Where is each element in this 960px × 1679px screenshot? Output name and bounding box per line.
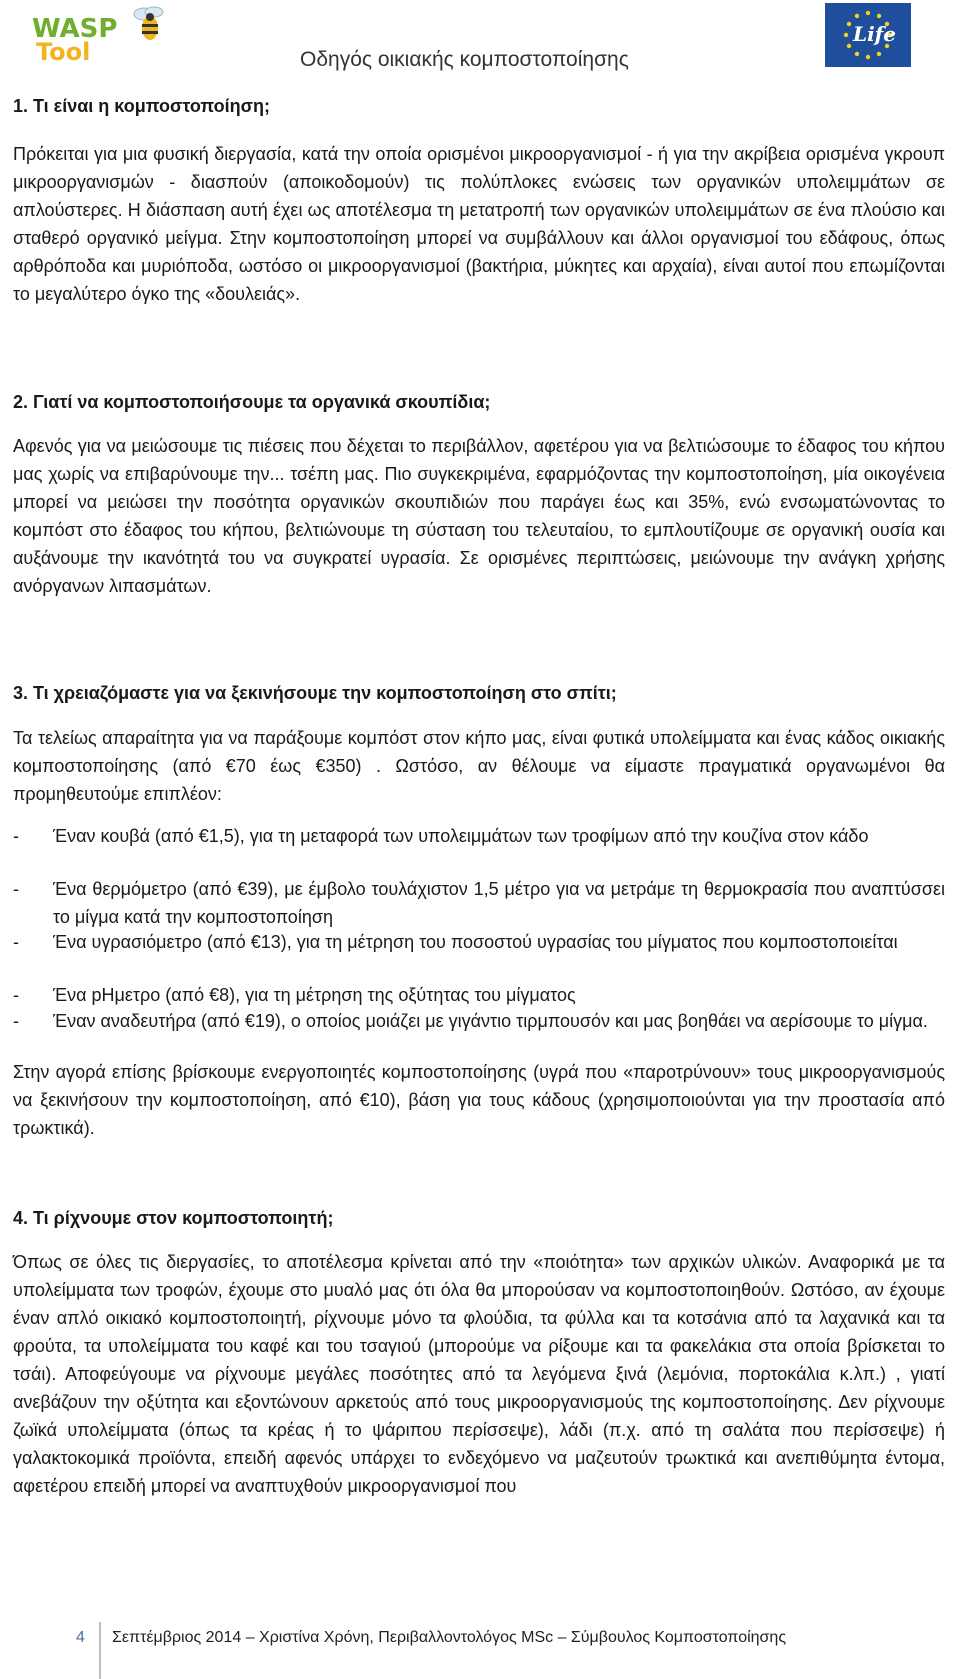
wasp-tool-logo [28, 4, 168, 66]
bullet-dash: - [13, 1011, 19, 1031]
section1-body: Πρόκειται για μια φυσική διεργασία, κατά την οποία ορισμένοι μικροοργανισμοί - ή για την ακρίβεια ορισμένα γκρουπ μικροοργανισμών - διασπούν (αποικοδομούν) τις πολύπλοκες ενώσεις των οργανικών υπολειμμάτων σε απλούστερες. Η διάσπαση αυτή έχει ως αποτέλεσμα τη μετατροπή των οργανικών υπολειμμάτων σε ένα πλούσιο και σταθερό οργανικό μείγμα. Στην κομποστοποίηση μπορεί να συμβάλλουν και άλλοι οργανισμοί του εδάφους, όπως αρθρόποδα και μυριόποδα, ωστόσο οι μικροοργανισμοί (βακτήρια, μύκητες και αρχαία), είναι αυτοί που επωμίζονται το μεγαλύτερο όγκο της «δουλειάς». [13, 144, 945, 304]
logo-wasp-text: WASP [32, 14, 118, 44]
bullet-dash: - [13, 985, 19, 1005]
eu-life-logo [825, 3, 911, 67]
bullet-text: Ένα υγρασιόμετρο (από €13), για τη μέτρηση του ποσοστού υγρασίας του μίγματος που κομποστοποιείται [53, 932, 898, 952]
bullet-dash: - [13, 879, 19, 899]
bullet-text: Ένα pHμετρο (από €8), για τη μέτρηση της οξύτητας του μίγματος [53, 985, 576, 1005]
bullet-dash: - [13, 932, 19, 952]
section3-outro: Στην αγορά επίσης βρίσκουμε ενεργοποιητές κομποστοποίησης (υγρά που «παροτρύνουν» τους μικροοργανισμούς να ξεκινήσουν την κομποστοποίηση, από €10), βάση για τους κάδους (χρησιμοποιούνται για την προστασία από τρωκτικά). [13, 1062, 945, 1138]
bullet-dash: - [13, 826, 19, 846]
section1-heading: 1. Τι είναι η κομποστοποίηση; [13, 96, 270, 116]
logo-life-text: Life [853, 22, 896, 46]
page-number: 4 [76, 1629, 85, 1646]
section4-heading: 4. Τι ρίχνουμε στον κομποστοποιητή; [13, 1208, 334, 1228]
section4-body: Όπως σε όλες τις διεργασίες, το αποτέλεσμα κρίνεται από την «ποιότητα» των αρχικών υλικών. Αναφορικά με τα υπολείμματα των τροφών, έχουμε στο μυαλό μας ότι όλα θα μπορούσαν να κομποστοποιηθούν. Ωστόσο, αν έχουμε έναν απλό οικιακό κομποστοποιητή, ρίχνουμε μόνο τα φλούδια, τα φύλλα και τα κοτσάνια από τα λαχανικά και τα φρούτα, τα υπολείμματα του καφέ και του τσαγιού (μπορούμε να ρίξουμε και τα φακελάκια στα οποία βρίσκεται το τσάι). Αποφεύγουμε να ρίχνουμε μεγάλες ποσότητες από τα λεγόμενα ξινά (λεμόνια, πορτοκάλια κ.λπ.) , γιατί ανεβάζουν την οξύτητα και εξοντώνουν αρκετούς από τους μικροοργανισμούς της κομποστοποίησης. Δεν ρίχνουμε ζωϊκά υπολείμματα (όπως τα κρέας ή το ψάριπου περίσσεψε), λάδι (π.χ. από τη σαλάτα που περίσσεψε) ή γαλακτοκομικά προϊόντα, επειδή αφενός υπάρχει το ενδεχόμενο να μαζευτούν τρωκτικά και ανεπιθύμητα έντομα, αφετέρου επειδή μπορεί να αναπτυχθούν μικροοργανισμοί που [13, 1252, 945, 1496]
section2-heading: 2. Γιατί να κομποστοποιήσουμε τα οργανικά σκουπίδια; [13, 392, 491, 412]
bullet-text: Έναν κουβά (από €1,5), για τη μεταφορά των υπολειμμάτων των τροφίμων από την κουζίνα στον κάδο [53, 826, 869, 846]
section3-intro: Τα τελείως απαραίτητα για να παράξουμε κομπόστ στον κήπο μας, είναι φυτικά υπολείμματα και ένας κάδος οικιακής κομποστοποίησης (από €70 έως €350) . Ωστόσο, αν θέλουμε να είμαστε πραγματικά οργανωμένοι θα προμηθευτούμε επιπλέον: [13, 728, 945, 804]
footer-text: Σεπτέμβριος 2014 – Χριστίνα Χρόνη, Περιβαλλοντολόγος MSc – Σύμβουλος Κομποστοποίησης [112, 1629, 787, 1646]
section3-heading: 3. Τι χρειαζόμαστε για να ξεκινήσουμε την κομποστοποίηση στο σπίτι; [13, 683, 617, 703]
footer-divider [99, 1622, 101, 1679]
section2-body: Αφενός για να μειώσουμε τις πιέσεις που δέχεται το περιβάλλον, αφετέρου για να βελτιώσουμε το έδαφος του κήπου μας χωρίς να επιβαρύνουμε την... τσέπη μας. Πιο συγκεκριμένα, εφαρμόζοντας την κομποστοποίηση, μία οικογένεια μπορεί να μειώσει την ποσότητα οργανικών σκουπιδιών που παράγει έως και 35%, ενώ ενσωματώνοντας το κομπόστ στο έδαφος του κήπου, βελτιώνουμε τη σύσταση του τελευταίου, το εμπλουτίζουμε σε οργανική ουσία και αυξάνουμε την ικανότητά του να συγκρατεί υγρασία. Σε ορισμένες περιπτώσεις, μειώνουμε την ανάγκη χρήσης ανόργανων λιπασμάτων. [13, 436, 945, 596]
wasp-icon [126, 4, 170, 44]
bullet-text: Ένα θερμόμετρο (από €39), με έμβολο τουλάχιστον 1,5 μέτρο για να μετράμε τη θερμοκρασία που αναπτύσσει το μίγμα κατά την κομποστοποίηση [53, 879, 945, 927]
document-title: Οδηγός οικιακής κομποστοποίησης [300, 48, 629, 71]
logo-tool-text: Tool [36, 38, 91, 66]
bullet-text: Έναν αναδευτήρα (από €19), ο οποίος μοιάζει με γιγάντιο τιρμπουσόν και μας βοηθάει να αερίσουμε το μίγμα. [53, 1011, 928, 1031]
